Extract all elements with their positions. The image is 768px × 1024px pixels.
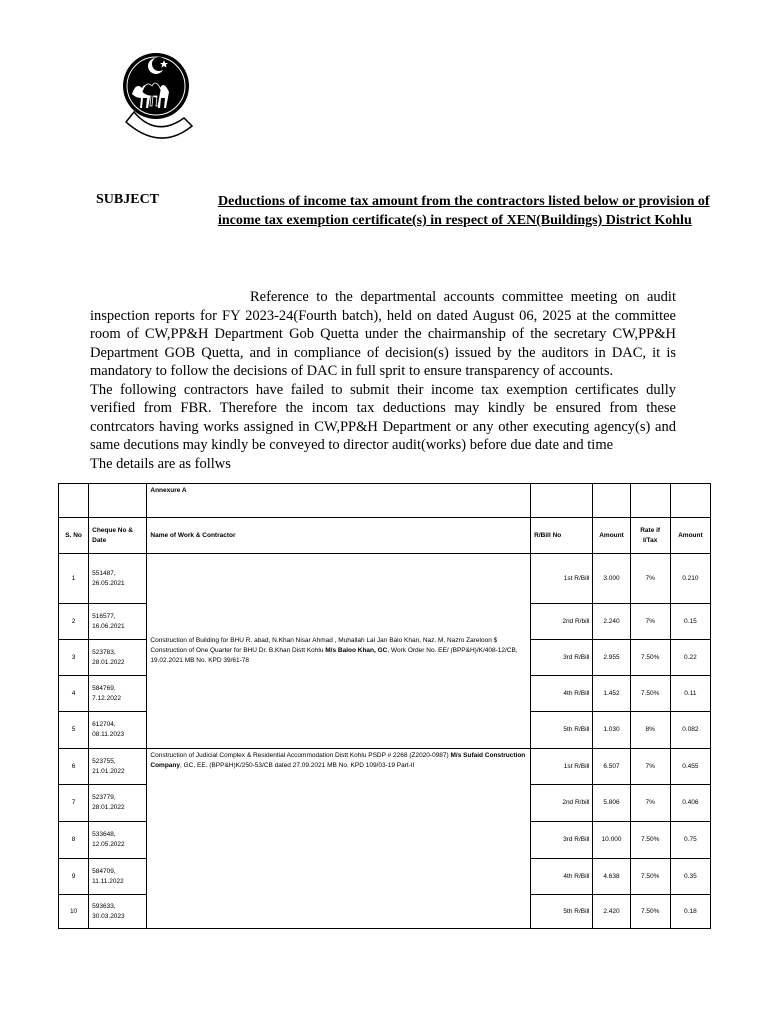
work-description-2: Construction of Judicial Complex & Residential Accommodation Distt Kohlu PSDP # 2268 (Z2020-0987) M/s Sufaid Construction Company, GC, EE. (BPP&H)K/250-53/CB dated 27.09.2021 MB No. KPD 109/03-19 Part-II [147,749,531,929]
paragraph-contractors: The following contractors have failed to submit their income tax exemption certificates dully verified from FBR. Therefore the incom tax deductions may kindly be ensured from these contrcators having works assigned in CW,PP&H Department or any other executing agency(s) and same decutions may kindly be conveyed to director audit(works) before due date and time [90,381,676,453]
table-row: 3 523783, 28.01.2022 3rd R/Bill 2.955 7.50% 0.22 [59,640,711,676]
govt-balochistan-emblem [120,46,202,142]
paragraph-reference: Reference to the departmental accounts committee meeting on audit inspection reports for FY 2023-24(Fourth batch), held on dated August 06, 2025 at the committee room of CW,PP&H Department Gob Quetta under the chairmanship of the secretary CW,PP&H Department GOB Quetta, and in compliance of decision(s) issued by the auditors in DAC, it is mandatory to follow the decisions of DAC in full sprit to ensure transparency of accounts. [90,289,676,379]
header-amount: Amount [593,518,630,554]
subject-text: Deductions of income tax amount from the contractors listed below or provision of income tax exemption certificate(s) in respect of XEN(Buildings) District Kohlu [218,194,710,228]
header-bill: R/Bill No [531,518,593,554]
annexure-title: Annexure A [147,484,531,518]
table-row: 6 523755, 21.01.2022 Construction of Judicial Complex & Residential Accommodation Distt Kohlu PSDP # 2268 (Z2020-0987) M/s Sufaid Construction Company, GC, EE. (BPP&H)K/250-53/CB dated 27.09.2021 MB No. KPD 109/03-19 Part-II 1st R/Bill 6.507 7% 0.455 [59,749,711,785]
table-row: 8 533648, 12.05.2022 3rd R/Bill 10.000 7.50% 0.75 [59,822,711,859]
table-row: 10 593633, 30.03.2023 5th R/Bill 2.420 7.50% 0.18 [59,895,711,929]
table-row: 5 612704, 08.11.2023 5th R/Bill 1.030 8% 0.082 [59,712,711,749]
table-row: 4 584769, 7.12.2022 4th R/Bill 1.452 7.50% 0.11 [59,676,711,712]
table-row: 1 551487, 26.05.2021 Construction of Building for BHU R. abad, N.Khan Nisar Ahmad , Muhallah Lal Jan Balo Khan, Naz. M, Nazro Zareloon $ Construction of One Quarter for BHU Dr. B.Khan Distt Kohlu M/s Baloo Khan, GC, Work Order No. EE/ (BPP&H)/K/408-12/CB, 19.02.2021 MB No. KPD 39/61-78 1st R/Bill 3.000 7% 0.210 [59,554,711,604]
table-header-row [59,518,711,554]
work-description-1: Construction of Building for BHU R. abad, N.Khan Nisar Ahmad , Muhallah Lal Jan Balo Khan, Naz. M, Nazro Zareloon $ Construction of One Quarter for BHU Dr. B.Khan Distt Kohlu M/s Baloo Khan, GC, Work Order No. EE/ (BPP&H)/K/408-12/CB, 19.02.2021 MB No. KPD 39/61-78 [147,554,531,749]
annexure-table [58,483,711,929]
contractor-name-2: M/s Sufaid Construction Company [150,752,526,769]
table-row: 9 584709, 11.11.2022 4th R/Bill 4.638 7.50% 0.35 [59,859,711,895]
header-cheque: Cheque No & Date [89,518,147,554]
header-work: Name of Work & Contractor [147,518,531,554]
contractor-name-1: M/s Baloo Khan, GC [325,647,388,654]
paragraph-details: The details are as follws [90,455,231,472]
table-row: 2 516577, 16.06.2021 2nd R/bill 2.240 7% 0.15 [59,604,711,640]
subject-label: SUBJECT [96,192,160,207]
header-sno: S. No [59,518,89,554]
header-tax-amount: Amount [670,518,710,554]
table-row: 7 523779, 28.01.2022 2nd R/bill 5.806 7% 0.406 [59,785,711,822]
header-rate: Rate if I/Tax [630,518,670,554]
letter-body [90,288,676,473]
